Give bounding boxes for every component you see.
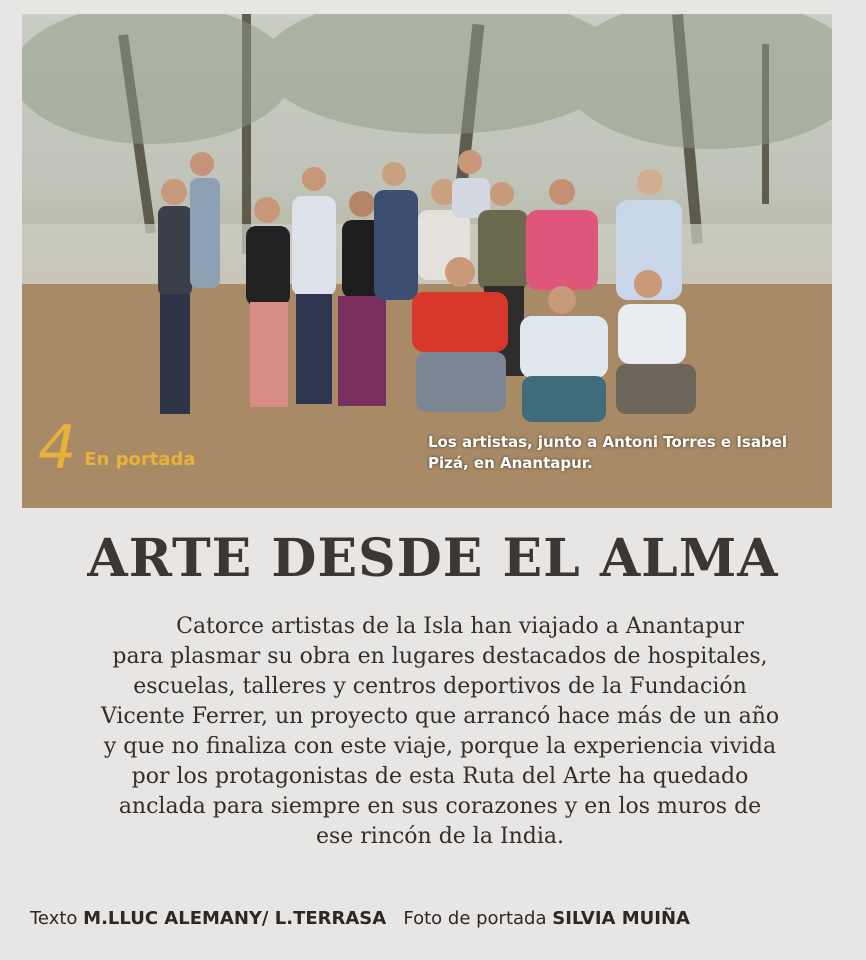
photo-credit-author: SILVIA MUIÑA <box>552 908 690 929</box>
text-credit-authors: M.LLUC ALEMANY/ L.TERRASA <box>83 908 387 929</box>
section-label: En portada <box>84 448 196 470</box>
lead-line: escuelas, talleres y centros deportivos de la Fundación <box>133 674 747 699</box>
cover-photo <box>22 14 832 508</box>
headline: ARTE DESDE EL ALMA <box>87 528 779 589</box>
section-tag <box>38 413 196 483</box>
photo-credit-label: Foto de portada <box>403 908 547 929</box>
lead-line: Vicente Ferrer, un proyecto que arrancó hace más de un año <box>100 704 780 729</box>
lead-line: por los protagonistas de esta Ruta del Arte ha quedado <box>131 764 749 789</box>
lead-line: Catorce artistas de la Isla han viajado a Anantapur <box>176 614 744 639</box>
foliage <box>22 14 832 149</box>
credits <box>30 908 850 929</box>
lead-line: para plasmar su obra en lugares destacados de hospitales, <box>112 644 768 669</box>
photo-caption: Los artistas, junto a Antoni Torres e Isabel Pizá, en Anantapur. <box>428 433 788 472</box>
lead-paragraph <box>40 612 840 852</box>
text-credit-label: Texto <box>30 908 78 929</box>
lead-line: ese rincón de la India. <box>315 824 565 849</box>
lead-line: y que no finaliza con este viaje, porque la experiencia vivida <box>103 734 777 759</box>
lead-line: anclada para siempre en sus corazones y en los muros de <box>118 794 762 819</box>
section-number: 4 <box>38 413 77 483</box>
